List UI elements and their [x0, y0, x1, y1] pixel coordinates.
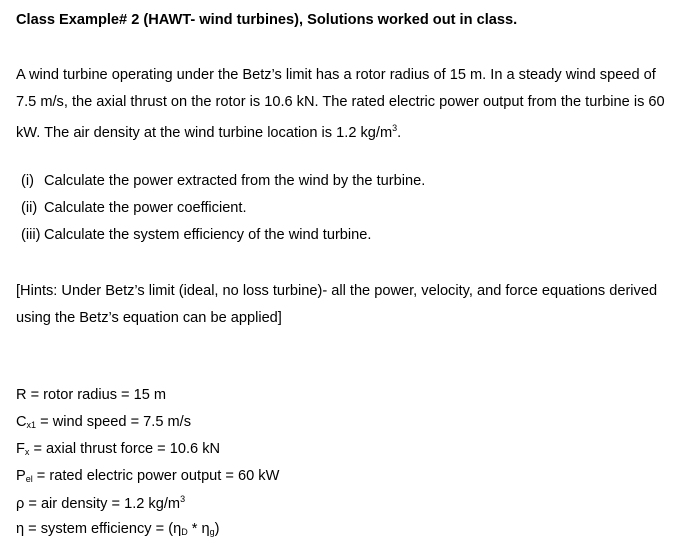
definition-line [16, 521, 220, 537]
task-item [21, 227, 371, 243]
definition-symbol: C [16, 414, 27, 430]
definition-symbol: F [16, 441, 25, 457]
definition-text: = system efficiency = (η [24, 521, 182, 537]
definition-subscript: x1 [26, 420, 37, 430]
task-item [21, 200, 247, 216]
definition-superscript: 3 [180, 494, 186, 504]
definition-text: = air density = 1.2 kg/m [24, 496, 181, 512]
definition-text: = rotor radius = 15 m [26, 387, 167, 403]
problem-end: . [397, 125, 402, 141]
definition-subscript: x [24, 447, 30, 457]
definition-line [16, 468, 279, 484]
definition-text: = axial thrust force = 10.6 kN [29, 441, 221, 457]
task-text: Calculate the power extracted from the wind by the turbine. [44, 173, 426, 189]
task-number: (i) [21, 173, 34, 189]
definition-symbol: ρ [16, 496, 25, 512]
definition-subscript: D [181, 527, 188, 537]
definition-text-mid: * η [187, 521, 210, 537]
problem-superscript: 3 [392, 123, 398, 133]
definition-line [16, 494, 185, 512]
task-text: Calculate the power coefficient. [44, 200, 247, 216]
definition-text: = wind speed = 7.5 m/s [36, 414, 192, 430]
hint-paragraph: [Hints: Under Betz’s limit (ideal, no loss turbine)- all the power, velocity, and force equations derived using the Betz’s equation can be applied] [16, 283, 658, 326]
task-number: (ii) [21, 200, 38, 216]
definition-symbol: η [16, 521, 25, 537]
definition-line [16, 414, 191, 430]
problem-statement [16, 62, 668, 147]
task-number: (iii) [21, 227, 41, 243]
definition-line [16, 387, 166, 403]
page-title: Class Example# 2 (HAWT- wind turbines), Solutions worked out in class. [16, 12, 518, 28]
definition-line [16, 441, 220, 457]
definition-symbol: P [16, 468, 26, 484]
definition-subscript: g [209, 527, 215, 537]
task-text: Calculate the system efficiency of the wind turbine. [44, 227, 372, 243]
problem-text: A wind turbine operating under the Betz’s limit has a rotor radius of 15 m. In a steady wind speed of 7.5 m/s, the axial thrust on the rotor is 10.6 kN. The rated electric power output from the turbine is 60 kW. The air density at the wind turbine location is 1.2 kg/m [16, 67, 665, 141]
definition-symbol: R [16, 387, 27, 403]
definition-subscript: el [25, 474, 33, 484]
definition-text: = rated electric power output = 60 kW [32, 468, 280, 484]
definition-text-end: ) [214, 521, 220, 537]
task-item [21, 173, 425, 189]
